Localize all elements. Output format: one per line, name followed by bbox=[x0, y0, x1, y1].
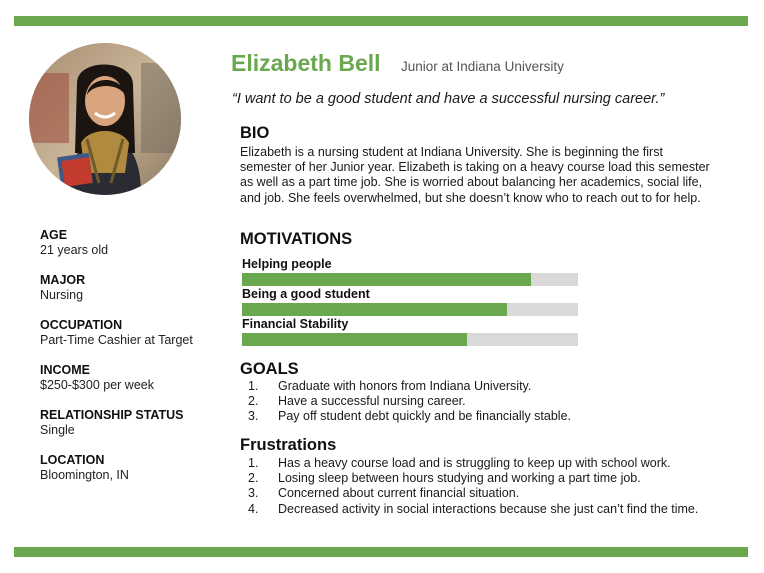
goals-list bbox=[248, 379, 728, 425]
motivations-heading: MOTIVATIONS bbox=[240, 230, 353, 248]
frustrations-list bbox=[248, 456, 728, 517]
bio-heading: BIO bbox=[240, 124, 270, 142]
frustrations-heading: Frustrations bbox=[240, 436, 337, 454]
fact-value: Single bbox=[40, 423, 75, 437]
list-number: 2. bbox=[248, 394, 259, 409]
motivation-track bbox=[242, 273, 578, 286]
header bbox=[231, 50, 564, 77]
fact-label: LOCATION bbox=[40, 453, 105, 467]
list-item bbox=[248, 394, 728, 409]
fact-label: RELATIONSHIP STATUS bbox=[40, 408, 184, 422]
list-number: 3. bbox=[248, 486, 259, 501]
list-item bbox=[248, 456, 728, 471]
bio-text: Elizabeth is a nursing student at Indiana University. She is beginning the first semester of her Junior year. Elizabeth is taking on a heavy course load this semester as well as a part time job. She is worried about balancing her academics, social life, and job. She feels overwhelmed, but she doesn’t know who to reach out to for help. bbox=[240, 145, 710, 205]
fact-label: OCCUPATION bbox=[40, 318, 123, 332]
list-number: 1. bbox=[248, 456, 259, 470]
fact-value: $250-$300 per week bbox=[40, 378, 154, 392]
list-item bbox=[248, 379, 728, 394]
fact-value: Bloomington, IN bbox=[40, 468, 129, 482]
list-number: 4. bbox=[248, 501, 259, 516]
list-text: Graduate with honors from Indiana University. bbox=[278, 379, 532, 393]
motivation-fill bbox=[242, 303, 507, 316]
fact-occupation bbox=[40, 318, 225, 348]
list-text: Concerned about current financial situation. bbox=[278, 486, 520, 501]
profile-photo bbox=[29, 43, 181, 195]
persona-quote: “I want to be a good student and have a successful nursing career.” bbox=[232, 91, 665, 107]
list-number: 1. bbox=[248, 379, 259, 393]
top-accent-bar bbox=[14, 16, 748, 26]
fact-value: Nursing bbox=[40, 288, 84, 302]
list-text: Has a heavy course load and is struggling to keep up with school work. bbox=[278, 456, 671, 470]
fact-major bbox=[40, 273, 225, 303]
fact-value: 21 years old bbox=[40, 243, 109, 257]
motivation-item bbox=[242, 257, 578, 286]
demographics bbox=[40, 228, 225, 498]
list-item bbox=[248, 409, 728, 424]
list-item bbox=[248, 502, 728, 517]
list-text: Have a successful nursing career. bbox=[278, 394, 466, 409]
list-text: Losing sleep between hours studying and working a part time job. bbox=[278, 471, 641, 486]
list-number: 2. bbox=[248, 471, 259, 486]
fact-income bbox=[40, 363, 225, 393]
list-item bbox=[248, 486, 728, 501]
fact-age bbox=[40, 228, 225, 258]
fact-label: AGE bbox=[40, 228, 68, 242]
persona-subtitle: Junior at Indiana University bbox=[401, 59, 564, 74]
motivation-track bbox=[242, 333, 578, 346]
list-text: Pay off student debt quickly and be financially stable. bbox=[278, 409, 572, 424]
bottom-accent-bar bbox=[14, 547, 748, 557]
motivation-label: Financial Stability bbox=[242, 317, 349, 331]
goals-heading: GOALS bbox=[240, 360, 299, 378]
fact-location bbox=[40, 453, 225, 483]
fact-label: INCOME bbox=[40, 363, 90, 377]
list-text: Decreased activity in social interactions because she just can’t find the time. bbox=[278, 501, 699, 516]
fact-relationship-status bbox=[40, 408, 225, 438]
motivation-fill bbox=[242, 273, 531, 286]
persona-name: Elizabeth Bell bbox=[231, 50, 381, 76]
list-item bbox=[248, 471, 728, 486]
motivations-list bbox=[242, 257, 578, 347]
fact-value: Part-Time Cashier at Target bbox=[40, 333, 193, 347]
motivation-label: Being a good student bbox=[242, 287, 370, 301]
fact-label: MAJOR bbox=[40, 273, 86, 287]
motivation-fill bbox=[242, 333, 467, 346]
motivation-label: Helping people bbox=[242, 257, 332, 271]
motivation-item bbox=[242, 317, 578, 346]
list-number: 3. bbox=[248, 409, 259, 424]
portrait-image bbox=[29, 43, 181, 195]
motivation-track bbox=[242, 303, 578, 316]
motivation-item bbox=[242, 287, 578, 316]
